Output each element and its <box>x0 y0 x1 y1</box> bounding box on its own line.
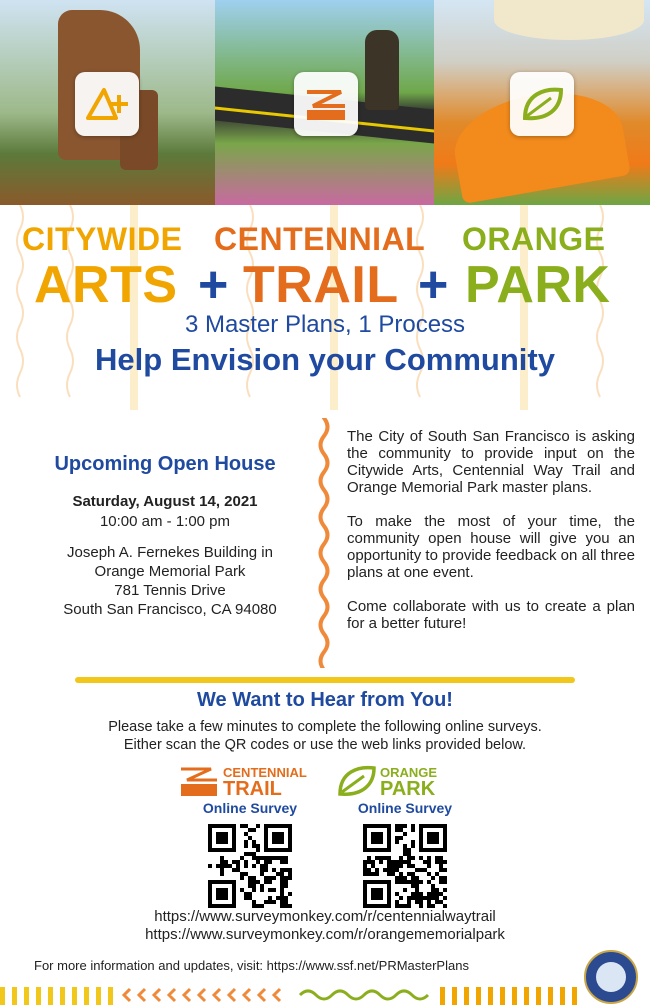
tagline: Help Envision your Community <box>95 342 555 377</box>
park-survey: ORANGE PARK Online Survey <box>330 764 480 913</box>
centennial-word: CENTENNIAL <box>214 221 426 257</box>
address-line: Orange Memorial Park <box>94 563 246 580</box>
trail-survey-link[interactable]: https://www.surveymonkey.com/r/centennialwaytrail <box>154 908 496 925</box>
divider-line <box>75 677 575 683</box>
more-info-text: For more information and updates, visit: https://www.ssf.net/PRMasterPlans <box>34 958 469 973</box>
park-survey-label: Online Survey <box>357 800 453 816</box>
arts-word: ARTS <box>34 256 178 314</box>
park-survey-link[interactable]: https://www.surveymonkey.com/r/orangememorialpark <box>145 926 505 943</box>
description-paragraph: The City of South San Francisco is asking the community to provide input on the Citywide Arts, Centennial Way Trail and Orange Memorial Park master plans. <box>347 428 635 496</box>
survey-heading: We Want to Hear from You! <box>197 689 453 711</box>
address-line: South San Francisco, CA 94080 <box>63 601 277 618</box>
divider-wave <box>314 418 334 668</box>
open-house-title: Upcoming Open House <box>54 453 276 475</box>
description-paragraph: Come collaborate with us to create a plan for a better future! <box>347 598 635 632</box>
subtitle: 3 Master Plans, 1 Process <box>184 311 466 338</box>
trail-survey: CENTENNIAL TRAIL Online Survey <box>175 764 325 913</box>
description-paragraph: To make the most of your time, the community open house will give you an opportunity to provide feedback on all three plans at one event. <box>347 513 635 581</box>
trail-word: TRAIL <box>243 256 399 314</box>
plus-sign: + <box>418 256 449 314</box>
footer-stripe <box>0 985 650 1005</box>
address-line: Joseph A. Fernekes Building in <box>67 544 273 561</box>
trail-logo-icon <box>294 72 358 136</box>
park-word: PARK <box>465 256 611 314</box>
event-date: Saturday, August 14, 2021 <box>72 493 258 510</box>
park-leaf-icon <box>510 72 574 136</box>
trail-survey-label: Online Survey <box>202 800 298 816</box>
trail-qr-code[interactable] <box>208 824 292 908</box>
event-address <box>15 543 325 619</box>
photo-banner <box>0 0 650 205</box>
survey-links <box>0 908 650 944</box>
park-qr-code[interactable] <box>363 824 447 908</box>
headline-block <box>0 205 650 410</box>
event-time: 10:00 am - 1:00 pm <box>99 513 231 530</box>
citywide-word: CITYWIDE <box>22 221 183 257</box>
arts-logo-icon <box>75 72 139 136</box>
description <box>347 428 635 649</box>
park-leaf-icon <box>336 764 378 798</box>
survey-instructions: Please take a few minutes to complete the following online surveys. Either scan the QR codes or use the web links provided below. <box>108 719 542 753</box>
address-line: 781 Tennis Drive <box>114 582 226 599</box>
plus-sign: + <box>198 256 229 314</box>
trail-logo-icon <box>179 764 219 798</box>
orange-word: ORANGE <box>462 221 606 257</box>
